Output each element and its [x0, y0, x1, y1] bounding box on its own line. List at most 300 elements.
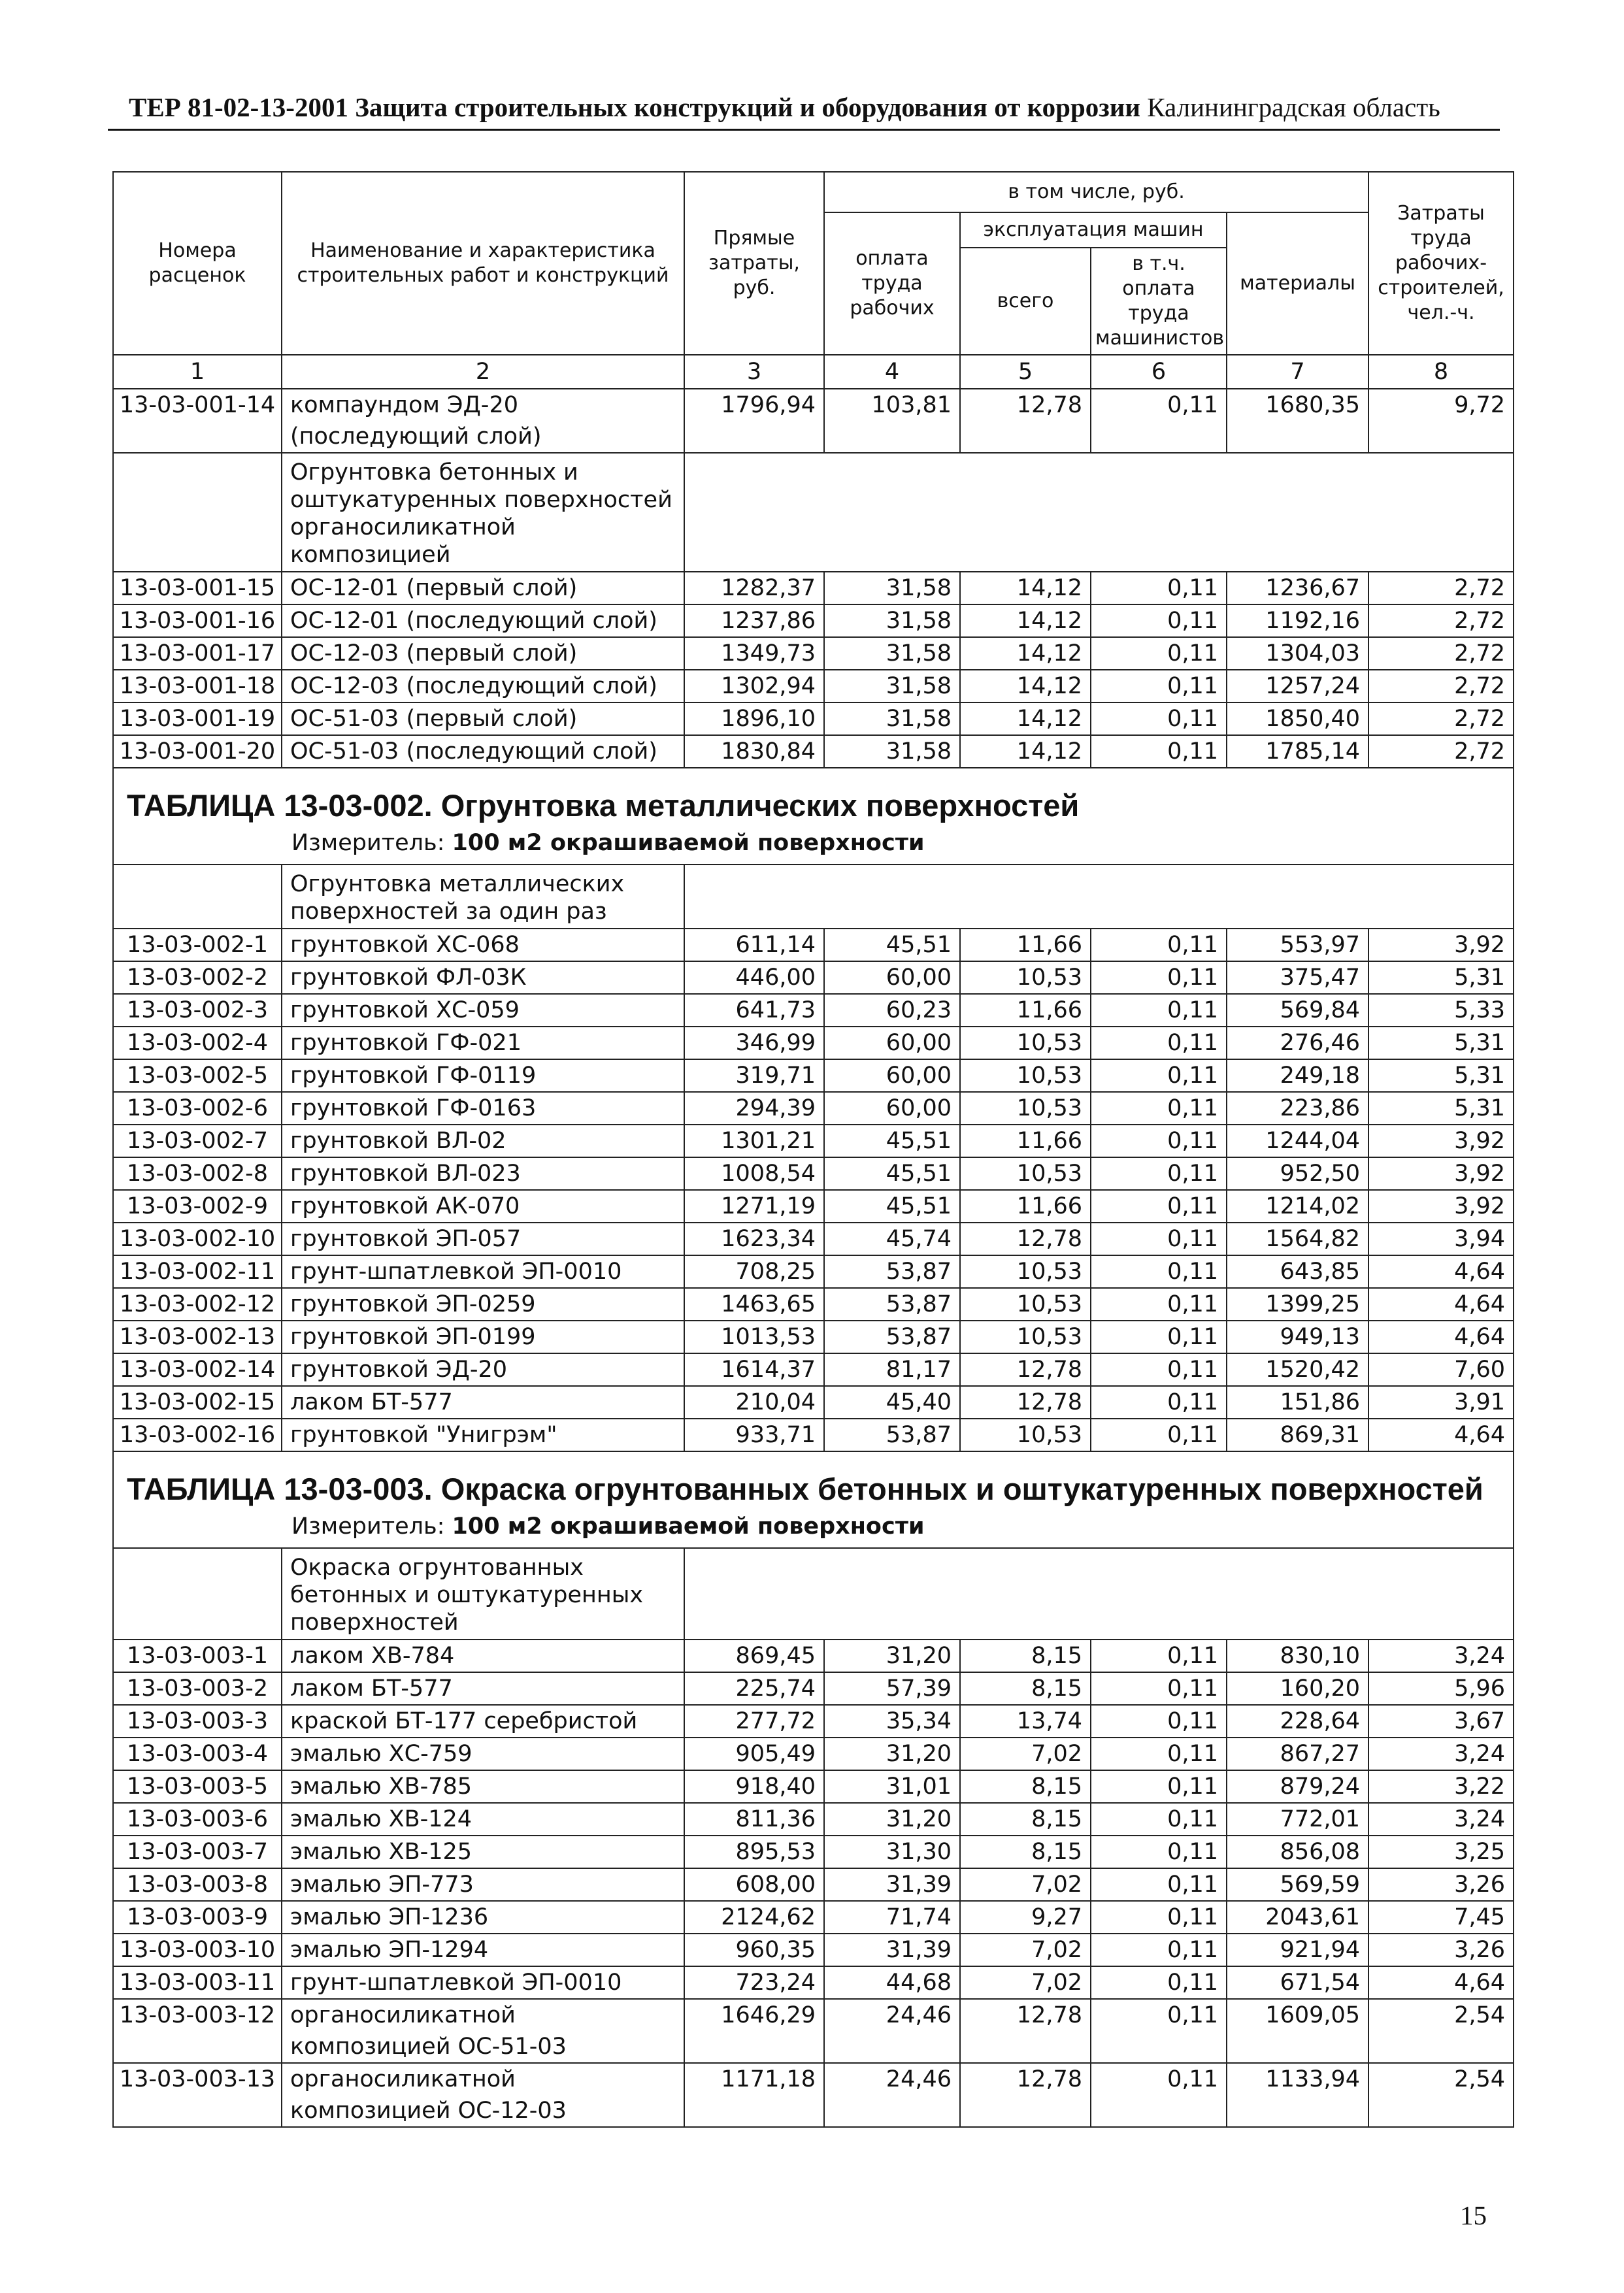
col-header-incl: в том числе, руб.: [824, 172, 1368, 212]
cell-mach-labor: 0,11: [1091, 1386, 1227, 1419]
cell-mach-total: 14,12: [960, 670, 1091, 702]
header-region: Калининградская область: [1147, 92, 1440, 122]
cell-name: грунтовкой ГФ-021: [282, 1027, 684, 1059]
cell-direct: 1237,86: [684, 604, 824, 637]
cell-name: ОС-12-01 (первый слой): [282, 572, 684, 604]
table-row: [113, 1868, 1514, 1901]
cell-materials: 921,94: [1227, 1934, 1368, 1966]
group-empty-cell: [684, 453, 1514, 572]
cell-labor-cost: 3,26: [1368, 1934, 1514, 1966]
table-row: [113, 1672, 1514, 1705]
cell-labor-pay: 31,58: [824, 670, 960, 702]
cell-materials: 1214,02: [1227, 1190, 1368, 1223]
cell-code: 13-03-003-2: [113, 1672, 282, 1705]
cell-labor-cost: 2,72: [1368, 637, 1514, 670]
cell-labor-cost: 3,91: [1368, 1386, 1514, 1419]
cell-mach-labor: 0,11: [1091, 389, 1227, 453]
cell-materials: 856,08: [1227, 1836, 1368, 1868]
cell-materials: 223,86: [1227, 1092, 1368, 1125]
cell-labor-pay: 53,87: [824, 1321, 960, 1353]
col-header-mach-total: всего: [960, 248, 1091, 355]
cell-labor-pay: 31,39: [824, 1934, 960, 1966]
cell-labor-cost: 3,67: [1368, 1705, 1514, 1738]
cell-mach-labor: 0,11: [1091, 1255, 1227, 1288]
cell-labor-cost: 7,45: [1368, 1901, 1514, 1934]
cell-labor-pay: 24,46: [824, 2063, 960, 2127]
table-row: [113, 1321, 1514, 1353]
cell-labor-pay: 45,51: [824, 929, 960, 961]
cell-mach-labor: 0,11: [1091, 1288, 1227, 1321]
cell-mach-total: 11,66: [960, 1190, 1091, 1223]
cell-code: 13-03-001-20: [113, 735, 282, 768]
cell-direct: 1171,18: [684, 2063, 824, 2127]
cell-labor-pay: 31,58: [824, 735, 960, 768]
cell-mach-total: 12,78: [960, 1999, 1091, 2063]
cell-mach-total: 12,78: [960, 1223, 1091, 1255]
cell-name: компаундом ЭД-20 (последующий слой): [282, 389, 684, 453]
col-header-name: Наименование и характеристика строительных работ и конструкций: [282, 172, 684, 355]
cell-name: грунтовкой ФЛ-03К: [282, 961, 684, 994]
cell-mach-labor: 0,11: [1091, 735, 1227, 768]
table-row: [113, 1705, 1514, 1738]
cell-mach-total: 14,12: [960, 702, 1091, 735]
table-row: [113, 1640, 1514, 1672]
cell-code: 13-03-002-12: [113, 1288, 282, 1321]
cell-labor-cost: 5,31: [1368, 1092, 1514, 1125]
price-table: [112, 171, 1514, 2128]
cell-mach-total: 7,02: [960, 1738, 1091, 1770]
cell-labor-cost: 4,64: [1368, 1966, 1514, 1999]
cell-mach-labor: 0,11: [1091, 1966, 1227, 1999]
cell-labor-pay: 60,00: [824, 1092, 960, 1125]
cell-direct: 1349,73: [684, 637, 824, 670]
cell-materials: 1564,82: [1227, 1223, 1368, 1255]
cell-name: грунтовкой ГФ-0119: [282, 1059, 684, 1092]
group-row: [113, 1548, 1514, 1640]
cell-labor-cost: 3,94: [1368, 1223, 1514, 1255]
table-row: [113, 1027, 1514, 1059]
cell-labor-pay: 45,40: [824, 1386, 960, 1419]
cell-mach-labor: 0,11: [1091, 994, 1227, 1027]
measure-value: 100 м2 окрашиваемой поверхности: [452, 830, 925, 856]
cell-direct: 723,24: [684, 1966, 824, 1999]
measure-line: [122, 827, 1505, 864]
cell-labor-pay: 44,68: [824, 1966, 960, 1999]
cell-name: грунт-шпатлевкой ЭП-0010: [282, 1255, 684, 1288]
cell-direct: 905,49: [684, 1738, 824, 1770]
cell-mach-labor: 0,11: [1091, 1738, 1227, 1770]
cell-labor-pay: 31,20: [824, 1738, 960, 1770]
cell-direct: 1830,84: [684, 735, 824, 768]
cell-labor-cost: 3,92: [1368, 1190, 1514, 1223]
cell-materials: 772,01: [1227, 1803, 1368, 1836]
cell-direct: 1013,53: [684, 1321, 824, 1353]
table-row: [113, 1157, 1514, 1190]
cell-materials: 643,85: [1227, 1255, 1368, 1288]
cell-code: 13-03-001-17: [113, 637, 282, 670]
cell-labor-pay: 60,00: [824, 1059, 960, 1092]
cell-name: ОС-12-01 (последующий слой): [282, 604, 684, 637]
cell-labor-cost: 2,72: [1368, 572, 1514, 604]
cell-direct: 611,14: [684, 929, 824, 961]
cell-direct: 1282,37: [684, 572, 824, 604]
cell-labor-cost: 5,31: [1368, 1027, 1514, 1059]
cell-labor-pay: 57,39: [824, 1672, 960, 1705]
table-row: [113, 1836, 1514, 1868]
table-row: [113, 1934, 1514, 1966]
cell-labor-pay: 31,20: [824, 1640, 960, 1672]
cell-labor-pay: 53,87: [824, 1255, 960, 1288]
cell-direct: 1646,29: [684, 1999, 824, 2063]
cell-mach-total: 9,27: [960, 1901, 1091, 1934]
cell-direct: 1302,94: [684, 670, 824, 702]
cell-materials: 1257,24: [1227, 670, 1368, 702]
table-row: [113, 572, 1514, 604]
cell-direct: 960,35: [684, 1934, 824, 1966]
cell-materials: 2043,61: [1227, 1901, 1368, 1934]
cell-mach-labor: 0,11: [1091, 1223, 1227, 1255]
cell-labor-pay: 60,00: [824, 1027, 960, 1059]
table-row: [113, 735, 1514, 768]
cell-name: эмалью ЭП-1236: [282, 1901, 684, 1934]
table-row: [113, 1770, 1514, 1803]
cell-labor-pay: 31,30: [824, 1836, 960, 1868]
col-num: 6: [1091, 355, 1227, 389]
cell-mach-total: 8,15: [960, 1640, 1091, 1672]
table-title: ТАБЛИЦА 13-03-002. Огрунтовка металлических поверхностей: [127, 788, 1080, 823]
cell-name: грунтовкой ХС-068: [282, 929, 684, 961]
cell-labor-cost: 5,31: [1368, 961, 1514, 994]
cell-mach-total: 10,53: [960, 1027, 1091, 1059]
cell-mach-total: 11,66: [960, 1125, 1091, 1157]
cell-labor-cost: 2,72: [1368, 604, 1514, 637]
cell-direct: 346,99: [684, 1027, 824, 1059]
cell-labor-pay: 45,51: [824, 1190, 960, 1223]
table-row: [113, 1353, 1514, 1386]
cell-name: органосиликатной композицией ОС-12-03: [282, 2063, 684, 2127]
cell-labor-cost: 3,22: [1368, 1770, 1514, 1803]
cell-mach-labor: 0,11: [1091, 1705, 1227, 1738]
cell-labor-cost: 4,64: [1368, 1321, 1514, 1353]
table-row: [113, 1386, 1514, 1419]
cell-labor-cost: 2,54: [1368, 2063, 1514, 2127]
cell-direct: 1796,94: [684, 389, 824, 453]
cell-labor-pay: 31,58: [824, 702, 960, 735]
cell-code: 13-03-002-16: [113, 1419, 282, 1451]
table-title-cell: [113, 768, 1514, 865]
col-header-machines: эксплуатация машин: [960, 212, 1227, 248]
cell-code: 13-03-003-13: [113, 2063, 282, 2127]
cell-mach-labor: 0,11: [1091, 1672, 1227, 1705]
measure-label: Измеритель:: [291, 1513, 445, 1540]
cell-name: грунтовкой "Унигрэм": [282, 1419, 684, 1451]
header-rule: [108, 129, 1500, 131]
cell-direct: 2124,62: [684, 1901, 824, 1934]
cell-mach-total: 8,15: [960, 1770, 1091, 1803]
cell-direct: 641,73: [684, 994, 824, 1027]
cell-direct: 708,25: [684, 1255, 824, 1288]
cell-mach-total: 7,02: [960, 1868, 1091, 1901]
cell-labor-pay: 45,74: [824, 1223, 960, 1255]
col-num: 2: [282, 355, 684, 389]
cell-materials: 569,59: [1227, 1868, 1368, 1901]
cell-materials: 1244,04: [1227, 1125, 1368, 1157]
table-row: [113, 1901, 1514, 1934]
measure-label: Измеритель:: [291, 830, 445, 856]
cell-name: эмалью ХВ-785: [282, 1770, 684, 1803]
cell-mach-total: 11,66: [960, 929, 1091, 961]
cell-mach-labor: 0,11: [1091, 670, 1227, 702]
cell-labor-cost: 4,64: [1368, 1288, 1514, 1321]
cell-name: лаком БТ-577: [282, 1672, 684, 1705]
cell-code: 13-03-003-7: [113, 1836, 282, 1868]
cell-labor-pay: 60,23: [824, 994, 960, 1027]
cell-name: лаком ХВ-784: [282, 1640, 684, 1672]
cell-labor-pay: 31,58: [824, 604, 960, 637]
cell-name: грунтовкой ЭП-0259: [282, 1288, 684, 1321]
cell-direct: 895,53: [684, 1836, 824, 1868]
col-num: 4: [824, 355, 960, 389]
cell-direct: 277,72: [684, 1705, 824, 1738]
cell-materials: 867,27: [1227, 1738, 1368, 1770]
cell-mach-labor: 0,11: [1091, 1059, 1227, 1092]
cell-name: ОС-12-03 (последующий слой): [282, 670, 684, 702]
group-code-cell: [113, 865, 282, 929]
cell-materials: 1609,05: [1227, 1999, 1368, 2063]
col-num: 5: [960, 355, 1091, 389]
cell-name: краской БТ-177 серебристой: [282, 1705, 684, 1738]
col-header-direct: Прямые затраты, руб.: [684, 172, 824, 355]
cell-materials: 1399,25: [1227, 1288, 1368, 1321]
cell-materials: 1304,03: [1227, 637, 1368, 670]
table-row: [113, 961, 1514, 994]
cell-mach-labor: 0,11: [1091, 1999, 1227, 2063]
cell-mach-total: 8,15: [960, 1836, 1091, 1868]
cell-name: грунтовкой ЭД-20: [282, 1353, 684, 1386]
cell-name: грунтовкой ВЛ-02: [282, 1125, 684, 1157]
cell-materials: 553,97: [1227, 929, 1368, 961]
cell-code: 13-03-002-7: [113, 1125, 282, 1157]
col-header-materials: материалы: [1227, 212, 1368, 355]
measure-line: [122, 1511, 1505, 1547]
cell-name: эмалью ХВ-125: [282, 1836, 684, 1868]
group-empty-cell: [684, 865, 1514, 929]
group-row: [113, 453, 1514, 572]
cell-labor-cost: 9,72: [1368, 389, 1514, 453]
cell-labor-cost: 2,72: [1368, 735, 1514, 768]
cell-code: 13-03-001-18: [113, 670, 282, 702]
table-row: [113, 1125, 1514, 1157]
cell-direct: 446,00: [684, 961, 824, 994]
cell-code: 13-03-002-3: [113, 994, 282, 1027]
col-header-code: Номера расценок: [113, 172, 282, 355]
cell-mach-total: 12,78: [960, 1386, 1091, 1419]
cell-labor-cost: 7,60: [1368, 1353, 1514, 1386]
cell-mach-labor: 0,11: [1091, 1419, 1227, 1451]
cell-mach-total: 10,53: [960, 1288, 1091, 1321]
cell-name: грунтовкой АК-070: [282, 1190, 684, 1223]
cell-materials: 228,64: [1227, 1705, 1368, 1738]
cell-code: 13-03-003-12: [113, 1999, 282, 2063]
cell-direct: 1614,37: [684, 1353, 824, 1386]
cell-mach-labor: 0,11: [1091, 1803, 1227, 1836]
cell-mach-total: 10,53: [960, 1092, 1091, 1125]
cell-mach-total: 10,53: [960, 1255, 1091, 1288]
cell-direct: 1008,54: [684, 1157, 824, 1190]
cell-code: 13-03-003-1: [113, 1640, 282, 1672]
table-row: [113, 1738, 1514, 1770]
group-name: Огрунтовка металлических поверхностей за один раз: [282, 865, 684, 929]
table-row: [113, 670, 1514, 702]
cell-code: 13-03-002-2: [113, 961, 282, 994]
cell-mach-labor: 0,11: [1091, 1353, 1227, 1386]
cell-code: 13-03-002-13: [113, 1321, 282, 1353]
cell-mach-labor: 0,11: [1091, 929, 1227, 961]
cell-materials: 375,47: [1227, 961, 1368, 994]
cell-direct: 811,36: [684, 1803, 824, 1836]
cell-code: 13-03-002-6: [113, 1092, 282, 1125]
table-row: [113, 702, 1514, 735]
cell-labor-cost: 5,96: [1368, 1672, 1514, 1705]
cell-mach-total: 13,74: [960, 1705, 1091, 1738]
cell-name: органосиликатной композицией ОС-51-03: [282, 1999, 684, 2063]
cell-mach-labor: 0,11: [1091, 572, 1227, 604]
cell-mach-labor: 0,11: [1091, 1836, 1227, 1868]
cell-mach-labor: 0,11: [1091, 1868, 1227, 1901]
cell-labor-cost: 3,24: [1368, 1803, 1514, 1836]
cell-direct: 1896,10: [684, 702, 824, 735]
cell-code: 13-03-002-14: [113, 1353, 282, 1386]
cell-code: 13-03-002-9: [113, 1190, 282, 1223]
table-title: ТАБЛИЦА 13-03-003. Окраска огрунтованных бетонных и оштукатуренных поверхностей: [127, 1472, 1483, 1506]
cell-code: 13-03-003-8: [113, 1868, 282, 1901]
group-code-cell: [113, 1548, 282, 1640]
cell-code: 13-03-003-5: [113, 1770, 282, 1803]
cell-mach-total: 12,78: [960, 1353, 1091, 1386]
cell-labor-pay: 60,00: [824, 961, 960, 994]
cell-code: 13-03-001-15: [113, 572, 282, 604]
cell-labor-pay: 103,81: [824, 389, 960, 453]
col-num: 1: [113, 355, 282, 389]
cell-labor-cost: 5,33: [1368, 994, 1514, 1027]
cell-labor-cost: 4,64: [1368, 1255, 1514, 1288]
cell-code: 13-03-003-4: [113, 1738, 282, 1770]
cell-direct: 294,39: [684, 1092, 824, 1125]
cell-direct: 225,74: [684, 1672, 824, 1705]
cell-mach-labor: 0,11: [1091, 1157, 1227, 1190]
column-numbers-row: [113, 355, 1514, 389]
cell-labor-cost: 3,24: [1368, 1640, 1514, 1672]
cell-mach-total: 8,15: [960, 1672, 1091, 1705]
cell-direct: 918,40: [684, 1770, 824, 1803]
cell-materials: 1850,40: [1227, 702, 1368, 735]
table-row: [113, 1223, 1514, 1255]
table-row: [113, 1092, 1514, 1125]
cell-mach-total: 8,15: [960, 1803, 1091, 1836]
cell-materials: 830,10: [1227, 1640, 1368, 1672]
cell-labor-pay: 31,58: [824, 572, 960, 604]
group-name: Огрунтовка бетонных и оштукатуренных поверхностей органосиликатной композицией: [282, 453, 684, 572]
cell-labor-cost: 3,92: [1368, 1125, 1514, 1157]
table-row: [113, 1288, 1514, 1321]
cell-name: эмалью ХВ-124: [282, 1803, 684, 1836]
cell-mach-total: 10,53: [960, 1157, 1091, 1190]
cell-materials: 949,13: [1227, 1321, 1368, 1353]
page-number: 15: [1460, 2200, 1487, 2230]
cell-direct: 1623,34: [684, 1223, 824, 1255]
table-title-row: [113, 768, 1514, 865]
cell-name: эмалью ЭП-1294: [282, 1934, 684, 1966]
cell-code: 13-03-003-9: [113, 1901, 282, 1934]
cell-code: 13-03-002-15: [113, 1386, 282, 1419]
header-title: ТЕР 81-02-13-2001 Защита строительных конструкций и оборудования от коррозии: [129, 92, 1140, 122]
cell-name: ОС-12-03 (первый слой): [282, 637, 684, 670]
cell-mach-labor: 0,11: [1091, 1901, 1227, 1934]
group-code-cell: [113, 453, 282, 572]
table-row: [113, 1803, 1514, 1836]
cell-mach-total: 11,66: [960, 994, 1091, 1027]
table-row: [113, 929, 1514, 961]
cell-code: 13-03-003-10: [113, 1934, 282, 1966]
cell-materials: 1192,16: [1227, 604, 1368, 637]
cell-mach-labor: 0,11: [1091, 1934, 1227, 1966]
cell-mach-total: 10,53: [960, 1419, 1091, 1451]
table-title-cell: [113, 1451, 1514, 1548]
table-row: [113, 1059, 1514, 1092]
group-empty-cell: [684, 1548, 1514, 1640]
cell-code: 13-03-002-5: [113, 1059, 282, 1092]
cell-labor-pay: 31,20: [824, 1803, 960, 1836]
table-row: [113, 389, 1514, 453]
cell-name: лаком БТ-577: [282, 1386, 684, 1419]
cell-mach-total: 10,53: [960, 961, 1091, 994]
cell-materials: 249,18: [1227, 1059, 1368, 1092]
cell-labor-cost: 3,92: [1368, 929, 1514, 961]
cell-direct: 1271,19: [684, 1190, 824, 1223]
cell-mach-total: 14,12: [960, 572, 1091, 604]
cell-code: 13-03-001-19: [113, 702, 282, 735]
cell-mach-total: 10,53: [960, 1321, 1091, 1353]
cell-name: грунтовкой ЭП-0199: [282, 1321, 684, 1353]
cell-code: 13-03-003-6: [113, 1803, 282, 1836]
cell-materials: 1236,67: [1227, 572, 1368, 604]
col-num: 7: [1227, 355, 1368, 389]
cell-materials: 952,50: [1227, 1157, 1368, 1190]
col-header-labor-cost: Затраты труда рабочих-строителей, чел.-ч.: [1368, 172, 1514, 355]
cell-labor-cost: 5,31: [1368, 1059, 1514, 1092]
group-row: [113, 865, 1514, 929]
cell-labor-cost: 3,25: [1368, 1836, 1514, 1868]
cell-mach-labor: 0,11: [1091, 961, 1227, 994]
table-row: [113, 1966, 1514, 1999]
cell-mach-labor: 0,11: [1091, 1640, 1227, 1672]
cell-code: 13-03-001-16: [113, 604, 282, 637]
cell-name: ОС-51-03 (первый слой): [282, 702, 684, 735]
cell-labor-cost: 3,26: [1368, 1868, 1514, 1901]
cell-direct: 608,00: [684, 1868, 824, 1901]
cell-labor-pay: 81,17: [824, 1353, 960, 1386]
group-name: Окраска огрунтованных бетонных и оштукатуренных поверхностей: [282, 1548, 684, 1640]
cell-name: эмалью ЭП-773: [282, 1868, 684, 1901]
cell-labor-cost: 3,92: [1368, 1157, 1514, 1190]
cell-labor-pay: 31,01: [824, 1770, 960, 1803]
cell-labor-pay: 53,87: [824, 1288, 960, 1321]
cell-mach-total: 14,12: [960, 637, 1091, 670]
table-row: [113, 2063, 1514, 2127]
cell-mach-labor: 0,11: [1091, 604, 1227, 637]
col-num: 8: [1368, 355, 1514, 389]
cell-mach-total: 10,53: [960, 1059, 1091, 1092]
